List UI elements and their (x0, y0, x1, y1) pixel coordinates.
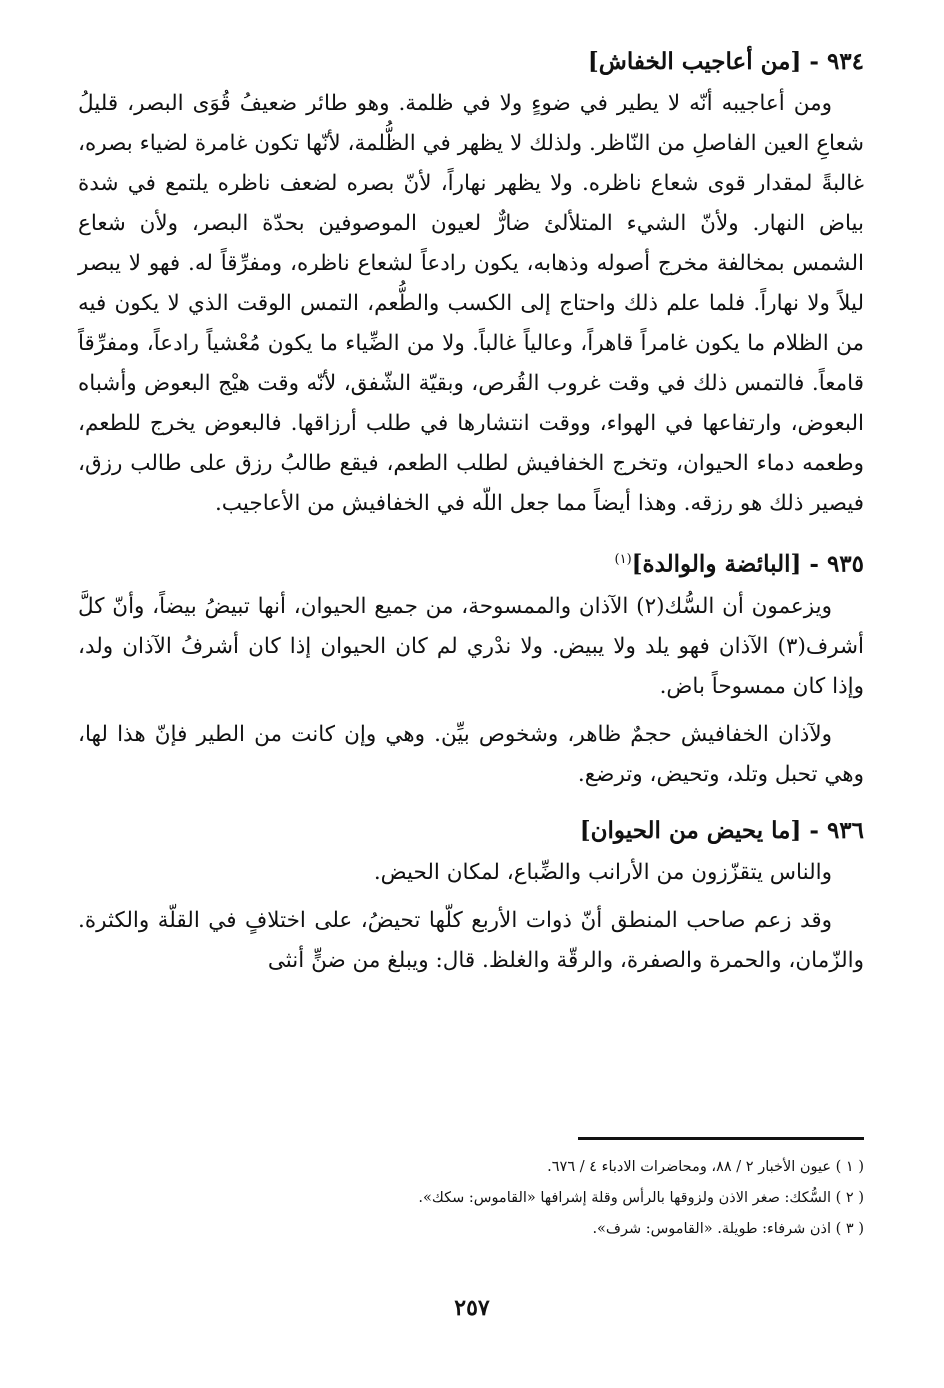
paragraph: والناس يتقزّزون من الأرانب والضِّباع، لمكان الحيض. (373, 859, 832, 885)
section-heading (78, 809, 864, 853)
heading-dash: - (801, 550, 819, 578)
paragraph: ومن أعاجيبه أنّه لا يطير في ضوءٍ ولا في ظلمة. وهو طائر ضعيفُ قُوَى البصر، قليلُ شعاعِ العين الفاصلِ من النّاظر. ولذلك لا يظهر في الظُّلمة، لأنّها تكون غامرة لضياء بصره، غالبةً لمقدار قوى شعاع ناظره. ولا يظهر نهاراً، لأنّ بصره لضعف ناظره يلتمع في شدة بياض النهار. ولأنّ الشيء المتلألئ ضارٌّ لعيون الموصوفين بحدّة البصر، ولأن شعاع الشمس بمخالفة مخرج أصوله وذهابه، يكون رادعاً لشعاع ناظره، ومفرِّقاً له. فهو لا يبصر ليلاً ولا نهاراً. فلما علم ذلك واحتاج إلى الكسب والطُّعم، التمس الوقت الذي لا يكون فيه من الظلام ما يكون غامراً قاهراً، وعالياً غالباً. ولا من الضِّياء ما يكون مُعْشياً رادعاً، ومفرِّقاً قامعاً. فالتمس ذلك في وقت غروب القُرص، وبقيّة الشّفق، لأنّه وقت هيْج البعوض وأشباه البعوض، وارتفاعها في الهواء، ووقت انتشارها في طلب أرزاقها. فالبعوض يخرج للطعم، وطعمه دماء الحيوان، وتخرج الخفافيش لطلب الطعم، فيقع طالبُ رزق على طالب رزق، فيصير ذلك هو رزقه. وهذا أيضاً مما جعل اللّه في الخفافيش من الأعاجيب. (78, 91, 864, 516)
paragraph: وقد زعم صاحب المنطق أنّ ذوات الأربع كلّها تحيضُ، على اختلافٍ في القلّة والكثرة. والزّمان، والحمرة والصفرة، والرقّة والغلظ. قال: ويبلغ من ضنٍّ أنثى (78, 907, 864, 973)
footnote: ( ٣ ) اذن شرفاء: طويلة. «القاموس: شرف». (592, 1221, 864, 1237)
section-title: [ما يحيض من الحيوان] (579, 816, 802, 844)
heading-dash: - (801, 48, 819, 75)
paragraph: ويزعمون أن السُّك(٢) الآذان والممسوحة، من جميع الحيوان، أنها تبيضُ بيضاً، وأنّ كلَّ أشرف(٣) الآذان فهو يلد ولا يبيض. ولا ندْري لم كان الحيوان إذا كان أشرفُ الآذان ولد، وإذا كان ممسوحاً باض. (78, 593, 864, 699)
section-935 (78, 538, 864, 795)
heading-dash: - (801, 816, 819, 844)
section-heading (78, 40, 864, 84)
section-title: [البائضة والوالدة] (631, 550, 802, 578)
footnote: ( ٢ ) السُّكك: صغر الاذن ولزوقها بالرأس وقلة إشرافها «القاموس: سكك». (418, 1190, 864, 1206)
footnote-marker: (١) (614, 552, 632, 567)
section-934 (78, 40, 864, 524)
footnote-divider (578, 1137, 864, 1140)
page-number: ٢٥٧ (454, 1295, 490, 1321)
section-number: ٩٣٥ (826, 550, 864, 578)
footnotes (78, 1152, 864, 1245)
section-number: ٩٣٦ (826, 816, 864, 844)
section-936 (78, 809, 864, 981)
section-number: ٩٣٤ (826, 48, 864, 75)
section-heading (78, 538, 864, 587)
footnote: ( ١ ) عيون الأخبار ٢ / ٨٨، ومحاضرات الادباء ٤ / ٦٧٦. (547, 1159, 864, 1175)
page-body (78, 40, 864, 989)
paragraph: ولآذان الخفافيش حجمٌ ظاهر، وشخوص بيِّن. وهي وإن كانت من الطير فإنّ هذا لها، وهي تحبل وتلد، وتحيض، وترضع. (78, 721, 864, 787)
section-title: [من أعاجيب الخفاش] (587, 48, 802, 75)
